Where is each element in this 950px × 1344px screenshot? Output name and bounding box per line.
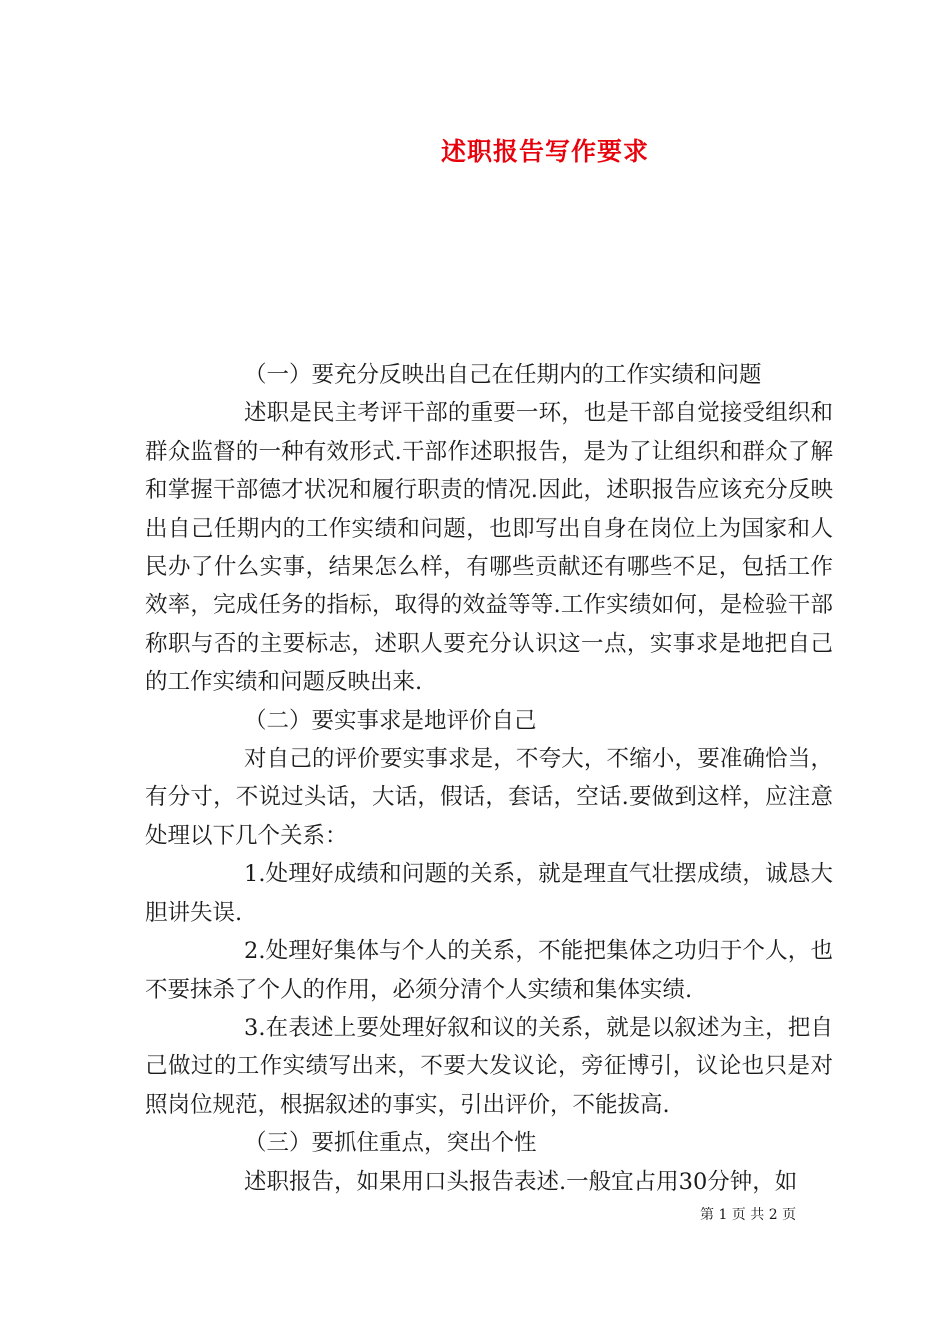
section-2-paragraph-1: 对自己的评价要实事求是，不夸大，不缩小，要准确恰当，有分寸，不说过头话，大话，假话，套话，空话.要做到这样，应注意处理以下几个关系： xyxy=(145,746,833,849)
section-3-heading: （三）要抓住重点，突出个性 xyxy=(244,1130,537,1157)
section-2-item-3: 3.在表述上要处理好叙和议的关系，就是以叙述为主，把自己做过的工作实绩写出来，不要大发议论，旁征博引，议论也只是对照岗位规范，根据叙述的事实，引出评价，不能拔高. xyxy=(145,1014,833,1118)
document-body xyxy=(145,356,833,1201)
section-1-paragraph-1: 述职是民主考评干部的重要一环，也是干部自觉接受组织和群众监督的一种有效形式.干部作述职报告，是为了让组织和群众了解和掌握干部德才状况和履行职责的情况.因此，述职报告应该充分反映出自己任期内的工作实绩和问题，也即写出自身在岗位上为国家和人民办了什么实事，结果怎么样，有哪些贡献还有哪些不足，包括工作效率，完成任务的指标，取得的效益等等.工作实绩如何，是检验干部称职与否的主要标志，述职人要充分认识这一点，实事求是地把自己的工作实绩和问题反映出来. xyxy=(145,400,833,696)
section-1-heading: （一）要充分反映出自己在任期内的工作实绩和问题 xyxy=(244,362,762,388)
section-3-paragraph-1: 述职报告，如果用口头报告表述.一般宜占用30分钟，如 xyxy=(244,1168,798,1195)
page-title: 述职报告写作要求 xyxy=(440,137,649,166)
section-2-item-2: 2.处理好集体与个人的关系，不能把集体之功归于个人，也不要抹杀了个人的作用，必须分清个人实绩和集体实绩. xyxy=(145,938,833,1003)
section-2-item-1: 1.处理好成绩和问题的关系，就是理直气壮摆成绩，诚恳大胆讲失误. xyxy=(145,861,833,926)
page-number-footer: 第 1 页 共 2 页 xyxy=(700,1207,797,1223)
section-2-heading: （二）要实事求是地评价自己 xyxy=(244,707,537,734)
